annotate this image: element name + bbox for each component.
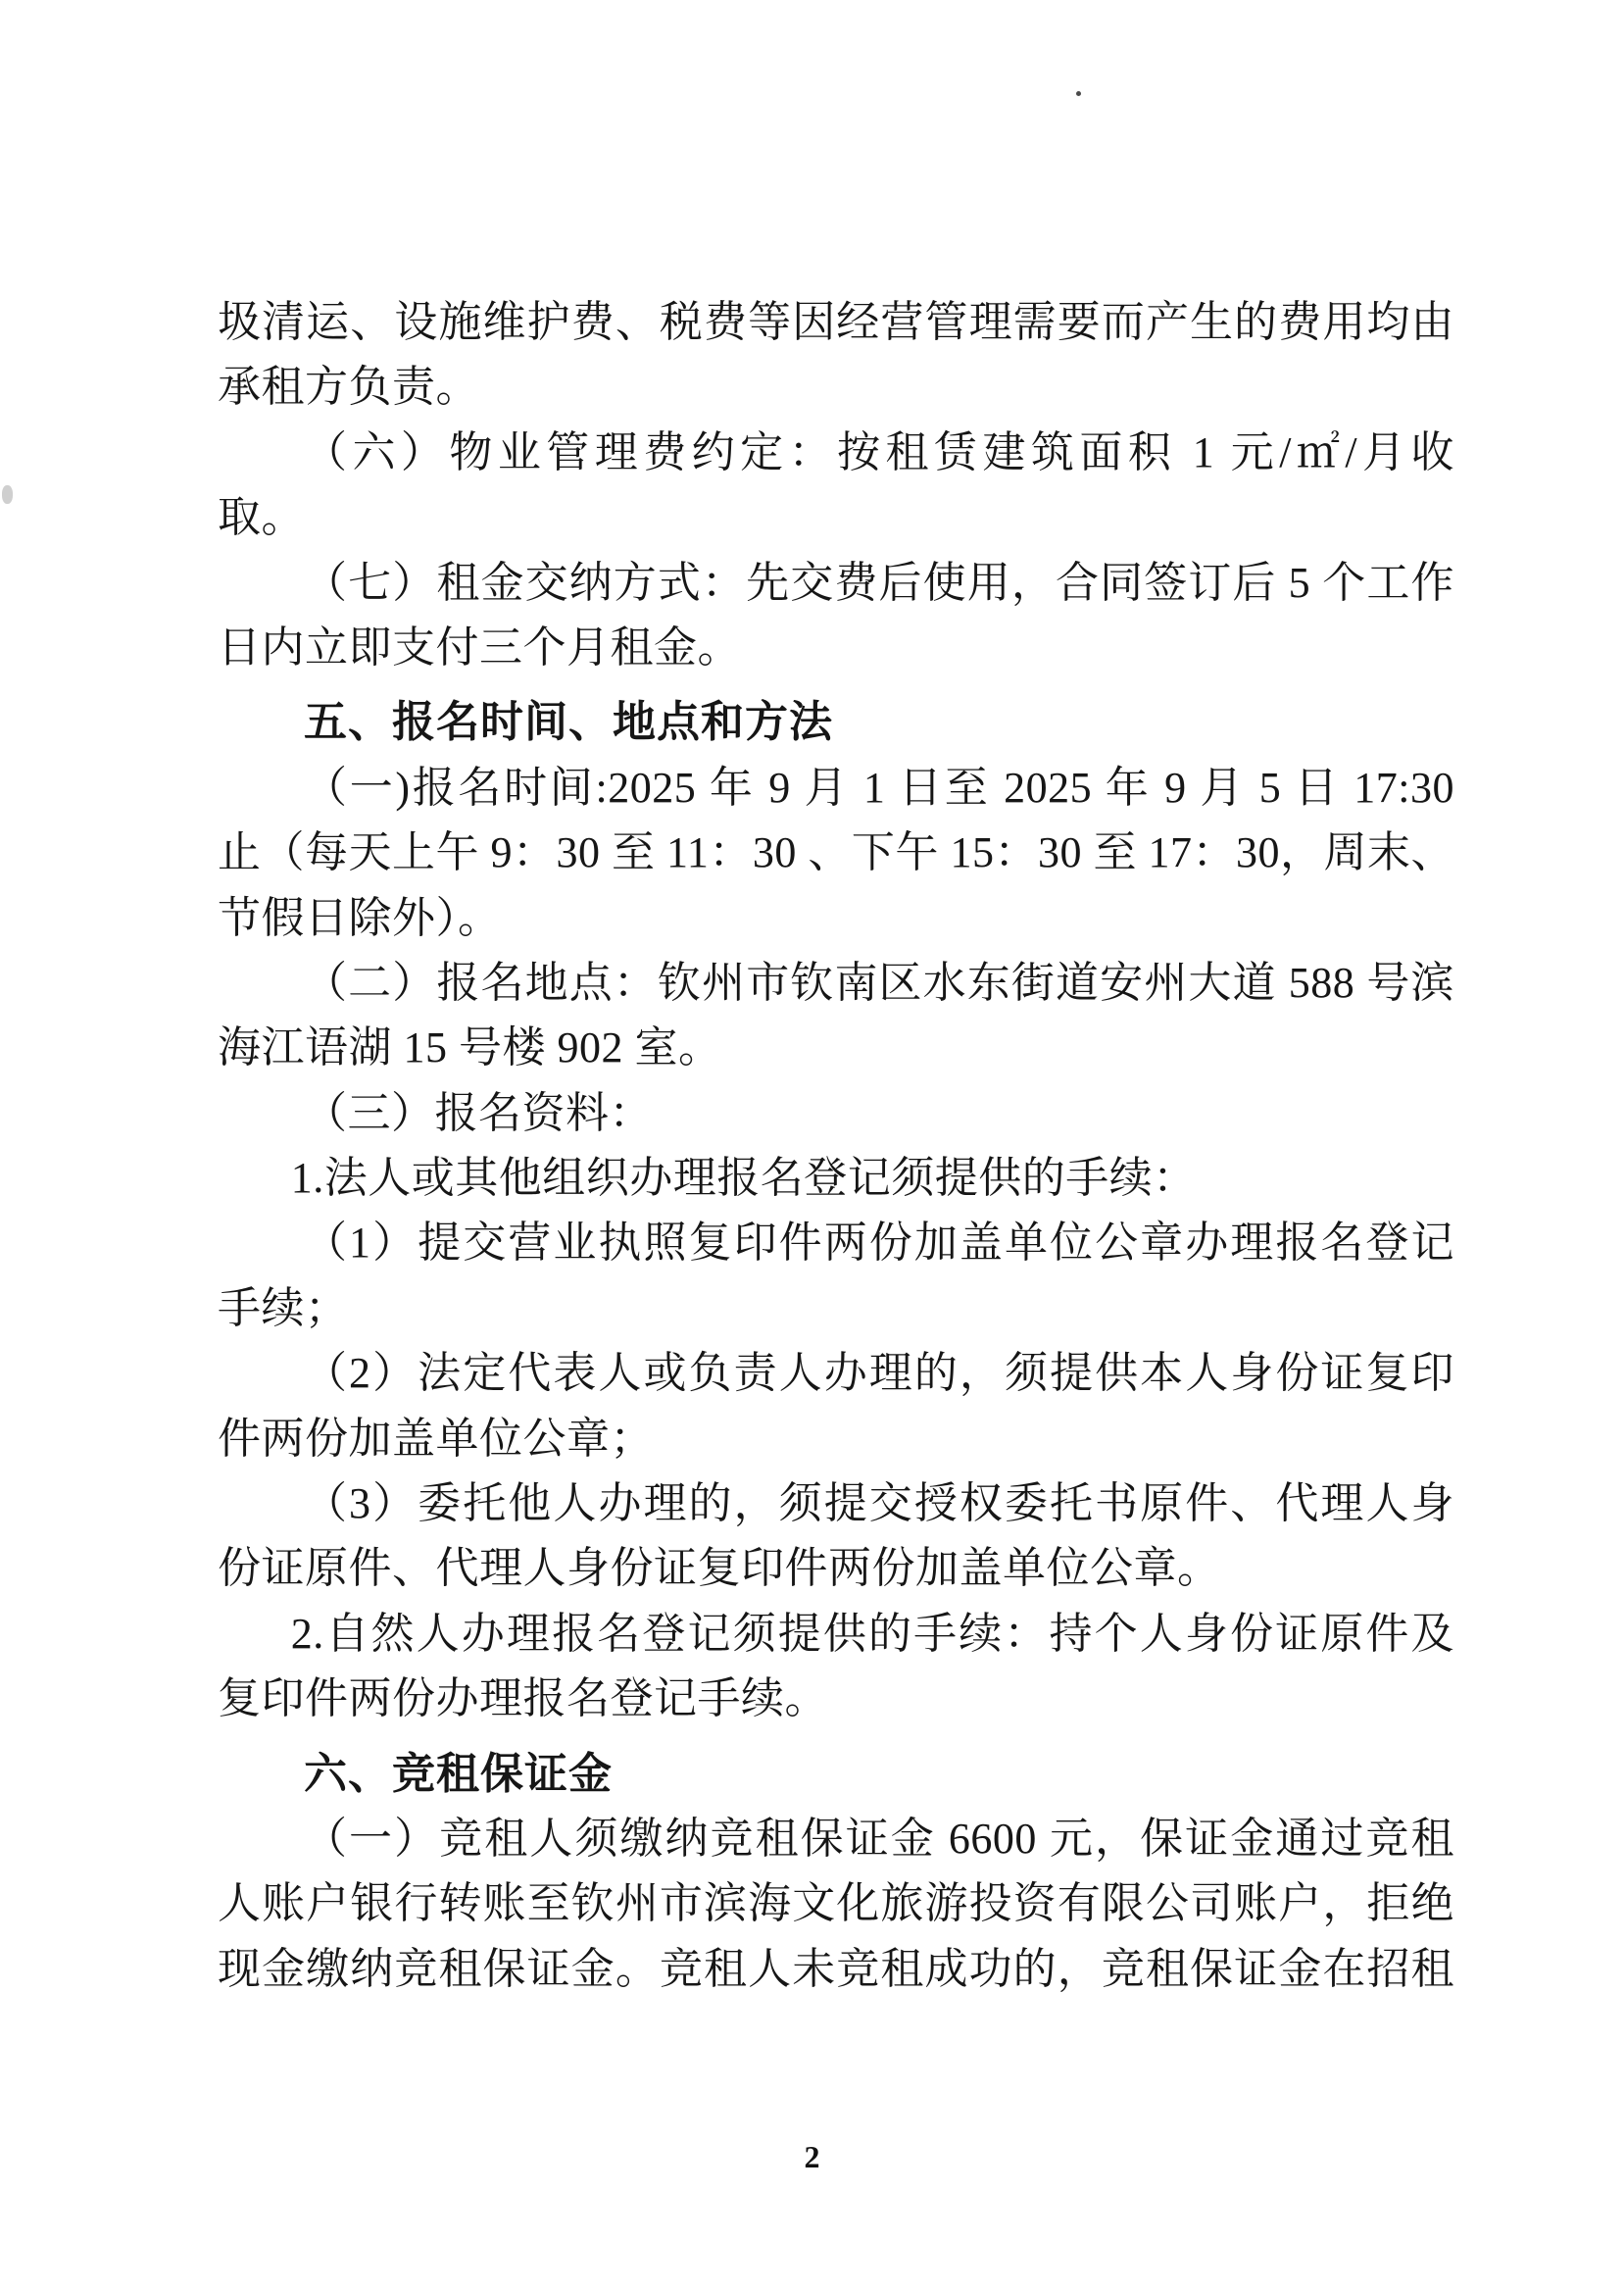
text-line: 份证原件、代理人身份证复印件两份加盖单位公章。 — [218, 1544, 1221, 1593]
scan-speck-icon — [1076, 91, 1081, 96]
text-line: （3）委托他人办理的，须提交授权委托书原件、代理人身 — [304, 1479, 1454, 1528]
text-line: （六）物业管理费约定：按租赁建筑面积 1 元/㎡/月收 — [304, 427, 1454, 476]
text-line: （三）报名资料： — [304, 1088, 653, 1137]
scan-speck-icon — [2, 485, 13, 504]
text-line: （2）法定代表人或负责人办理的，须提供本人身份证复印 — [304, 1349, 1454, 1398]
text-line: 承租方负责。 — [218, 363, 479, 412]
section-heading-5: 五、报名时间、地点和方法 — [304, 698, 833, 747]
text-line: 取。 — [218, 493, 305, 542]
text-line: 节假日除外）。 — [218, 893, 502, 942]
text-line: （二）报名地点：钦州市钦南区水东街道安州大道 588 号滨 — [304, 958, 1454, 1007]
text-line: 日内立即支付三个月租金。 — [218, 623, 741, 672]
text-line: 1.法人或其他组织办理报名登记须提供的手续： — [290, 1154, 1197, 1203]
text-line: 复印件两份办理报名登记手续。 — [218, 1674, 828, 1723]
text-line: 圾清运、设施维护费、税费等因经营管理需要而产生的费用均由 — [218, 298, 1454, 346]
page-number: 2 — [804, 2139, 820, 2174]
text-line: 现金缴纳竞租保证金。竞租人未竞租成功的，竞租保证金在招租 — [218, 1944, 1454, 1993]
text-line: （一）竞租人须缴纳竞租保证金 6600 元，保证金通过竞租 — [304, 1814, 1454, 1863]
text-line: 件两份加盖单位公章； — [218, 1414, 654, 1463]
text-line: （1）提交营业执照复印件两份加盖单位公章办理报名登记 — [304, 1219, 1454, 1268]
text-line: （七）租金交纳方式：先交费后使用，合同签订后 5 个工作 — [304, 558, 1454, 607]
text-line: 手续； — [218, 1283, 349, 1332]
text-line: 海江语湖 15 号楼 902 室。 — [218, 1023, 722, 1072]
text-line: 止（每天上午 9：30 至 11：30 、下午 15：30 至 17：30，周末、 — [218, 828, 1454, 877]
text-line: （一)报名时间:2025 年 9 月 1 日至 2025 年 9 月 5 日 17:30 — [304, 763, 1454, 812]
text-line: 2.自然人办理报名登记须提供的手续：持个人身份证原件及 — [290, 1609, 1454, 1658]
section-heading-6: 六、竞租保证金 — [304, 1749, 613, 1798]
text-line: 人账户银行转账至钦州市滨海文化旅游投资有限公司账户，拒绝 — [218, 1879, 1454, 1928]
text-block — [218, 290, 1454, 2002]
